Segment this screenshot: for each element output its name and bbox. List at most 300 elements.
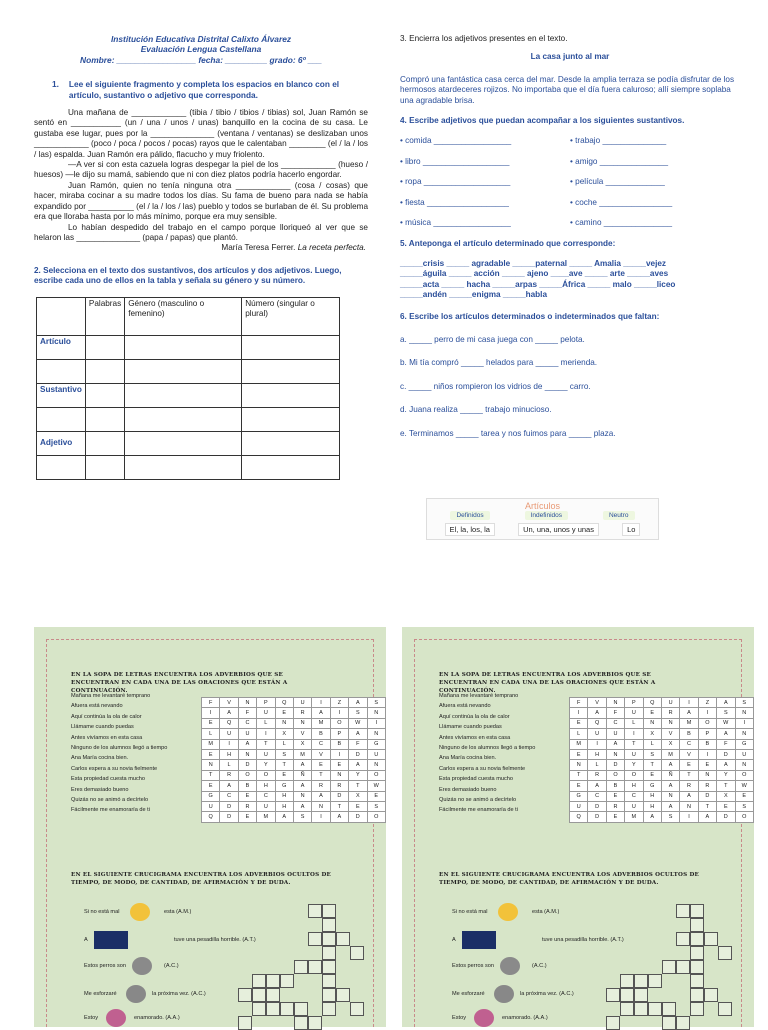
grid-letter[interactable]: I [330, 708, 348, 718]
grid-letter[interactable]: Z [330, 698, 348, 708]
crossword-cell[interactable] [322, 904, 336, 918]
grid-letter[interactable]: B [680, 729, 698, 739]
crossword-cell[interactable] [294, 960, 308, 974]
grid-letter[interactable]: Y [717, 770, 735, 780]
crossword-cell[interactable] [322, 974, 336, 988]
grid-letter[interactable]: H [643, 801, 661, 811]
grid-letter[interactable]: W [735, 781, 754, 791]
grid-letter[interactable]: A [643, 812, 661, 822]
grid-letter[interactable]: L [202, 729, 220, 739]
grid-letter[interactable]: X [661, 739, 679, 749]
grid-letter[interactable]: W [367, 781, 386, 791]
grid-letter[interactable]: T [625, 739, 643, 749]
grid-letter[interactable]: B [330, 739, 348, 749]
grid-letter[interactable]: R [680, 781, 698, 791]
grid-letter[interactable]: U [625, 801, 643, 811]
grid-letter[interactable]: B [238, 781, 256, 791]
grid-letter[interactable]: I [570, 708, 588, 718]
grid-letter[interactable]: S [661, 812, 679, 822]
grid-letter[interactable]: A [680, 708, 698, 718]
grid-letter[interactable]: O [698, 718, 716, 728]
grid-letter[interactable]: M [257, 812, 275, 822]
grid-letter[interactable]: B [606, 781, 624, 791]
crossword-cell[interactable] [322, 932, 336, 946]
grid-letter[interactable]: L [257, 718, 275, 728]
grid-letter[interactable]: C [625, 791, 643, 801]
crossword-cell[interactable] [676, 932, 690, 946]
grid-letter[interactable]: A [698, 812, 716, 822]
grid-letter[interactable]: N [293, 791, 311, 801]
sentence: Eres demasiado bueno [71, 786, 129, 793]
grid-letter[interactable]: U [202, 801, 220, 811]
grid-letter[interactable]: W [717, 718, 735, 728]
crossword-cell[interactable] [634, 1002, 648, 1016]
crossword-cell[interactable] [690, 946, 704, 960]
grid-letter[interactable]: N [367, 708, 386, 718]
crossword-cell[interactable] [280, 1002, 294, 1016]
grid-letter[interactable]: C [606, 718, 624, 728]
grid-letter[interactable]: A [220, 781, 238, 791]
grid-letter[interactable]: U [257, 749, 275, 759]
grid-letter[interactable]: X [293, 739, 311, 749]
grid-letter[interactable]: E [238, 791, 256, 801]
grid-letter[interactable]: D [606, 760, 624, 770]
grid-letter[interactable]: T [349, 781, 367, 791]
grid-letter[interactable]: I [330, 749, 348, 759]
grid-letter[interactable]: I [257, 729, 275, 739]
grid-letter[interactable]: S [735, 801, 754, 811]
grid-letter[interactable]: M [680, 718, 698, 728]
grid-letter[interactable]: E [367, 791, 386, 801]
grid-letter[interactable]: X [717, 791, 735, 801]
crossword-cell[interactable] [336, 932, 350, 946]
grid-letter[interactable]: F [717, 739, 735, 749]
grid-letter[interactable]: U [238, 729, 256, 739]
grid-letter[interactable]: U [220, 729, 238, 739]
crossword-cell[interactable] [322, 960, 336, 974]
grid-letter[interactable]: C [312, 739, 330, 749]
grid-letter[interactable]: Y [257, 760, 275, 770]
grid-letter[interactable]: N [367, 729, 386, 739]
grid-letter[interactable]: V [661, 729, 679, 739]
grid-letter[interactable]: T [717, 781, 735, 791]
grid-letter[interactable]: L [275, 739, 293, 749]
grid-letter[interactable]: S [717, 708, 735, 718]
grid-letter[interactable]: T [312, 770, 330, 780]
grid-letter[interactable]: P [330, 729, 348, 739]
grid-letter[interactable]: H [588, 749, 606, 759]
crossword-cell[interactable] [238, 988, 252, 1002]
grid-letter[interactable]: A [717, 729, 735, 739]
grid-letter[interactable]: D [717, 749, 735, 759]
grid-letter[interactable]: E [717, 801, 735, 811]
grid-letter[interactable]: X [349, 791, 367, 801]
grid-letter[interactable]: C [588, 791, 606, 801]
crossword-cell[interactable] [690, 932, 704, 946]
grid-letter[interactable]: A [717, 760, 735, 770]
grid-letter[interactable]: Ñ [661, 770, 679, 780]
grid-letter[interactable]: S [275, 749, 293, 759]
grid-letter[interactable]: H [625, 781, 643, 791]
grid-letter[interactable]: E [202, 749, 220, 759]
crossword-cell[interactable] [690, 904, 704, 918]
grid-letter[interactable]: T [643, 760, 661, 770]
grid-letter[interactable]: R [220, 770, 238, 780]
grid-letter[interactable]: G [367, 739, 386, 749]
grid-letter[interactable]: S [367, 801, 386, 811]
crossword-cell[interactable] [690, 918, 704, 932]
crossword-cell[interactable] [322, 988, 336, 1002]
grid-letter[interactable]: I [698, 749, 716, 759]
grid-letter[interactable]: Q [202, 812, 220, 822]
grid-letter[interactable]: A [717, 698, 735, 708]
grid-letter[interactable]: H [257, 781, 275, 791]
grid-letter[interactable]: B [312, 729, 330, 739]
grid-letter[interactable]: A [220, 708, 238, 718]
grid-letter[interactable]: A [661, 781, 679, 791]
grid-letter[interactable]: X [643, 729, 661, 739]
crossword-cell[interactable] [676, 960, 690, 974]
crossword-cell[interactable] [718, 1002, 732, 1016]
grid-letter[interactable]: I [220, 739, 238, 749]
grid-letter[interactable]: N [606, 749, 624, 759]
grid-letter[interactable]: O [367, 770, 386, 780]
grid-letter[interactable]: S [643, 749, 661, 759]
grid-letter[interactable]: F [349, 739, 367, 749]
grid-letter[interactable]: D [588, 801, 606, 811]
grid-letter[interactable]: N [661, 718, 679, 728]
grid-letter[interactable]: E [698, 760, 716, 770]
crossword-cell[interactable] [308, 960, 322, 974]
grid-letter[interactable]: T [202, 770, 220, 780]
grid-letter[interactable]: Y [349, 770, 367, 780]
crossword-cell[interactable] [350, 1002, 364, 1016]
grid-letter[interactable]: I [367, 718, 386, 728]
grid-letter[interactable]: B [698, 739, 716, 749]
crossword-cell[interactable] [690, 988, 704, 1002]
grid-letter[interactable]: Q [570, 812, 588, 822]
grid-letter[interactable]: A [330, 812, 348, 822]
crossword-cell[interactable] [648, 974, 662, 988]
grid-letter[interactable]: C [257, 791, 275, 801]
grid-letter[interactable]: L [643, 739, 661, 749]
grid-letter[interactable]: E [330, 760, 348, 770]
grid-letter[interactable]: Q [220, 718, 238, 728]
grid-letter[interactable]: P [257, 698, 275, 708]
grid-letter[interactable]: E [349, 801, 367, 811]
grid-letter[interactable]: N [570, 760, 588, 770]
grid-letter[interactable]: E [606, 812, 624, 822]
crossword-cell[interactable] [266, 1002, 280, 1016]
q1-instruction: 1. Lee el siguiente fragmento y completa los espacios en blanco con el artículo, sustantivo o adjetivo que corresponda. [52, 79, 340, 100]
grid-letter[interactable]: M [570, 739, 588, 749]
grid-letter[interactable]: E [643, 708, 661, 718]
grid-letter[interactable]: N [680, 801, 698, 811]
grid-letter[interactable]: E [238, 812, 256, 822]
crossword-cell[interactable] [252, 974, 266, 988]
grid-letter[interactable]: O [606, 770, 624, 780]
grid-letter[interactable]: D [588, 812, 606, 822]
grid-letter[interactable]: T [680, 770, 698, 780]
crossword-cell[interactable] [322, 1002, 336, 1016]
grid-letter[interactable]: M [202, 739, 220, 749]
grid-letter[interactable]: E [202, 781, 220, 791]
grid-letter[interactable]: A [293, 760, 311, 770]
grid-letter[interactable]: P [625, 698, 643, 708]
grid-letter[interactable]: T [257, 739, 275, 749]
grid-letter[interactable]: G [275, 781, 293, 791]
crossword-cell[interactable] [308, 1016, 322, 1030]
crossword-cell[interactable] [322, 946, 336, 960]
grid-letter[interactable]: E [570, 749, 588, 759]
grid-letter[interactable]: I [588, 739, 606, 749]
grid-letter[interactable]: M [312, 718, 330, 728]
grid-letter[interactable]: N [735, 708, 754, 718]
grid-letter[interactable]: N [606, 698, 624, 708]
grid-letter[interactable]: L [570, 729, 588, 739]
grid-letter[interactable]: N [661, 791, 679, 801]
crossword-cell[interactable] [308, 904, 322, 918]
grid-letter[interactable]: H [643, 791, 661, 801]
grid-letter[interactable]: A [680, 791, 698, 801]
grid-letter[interactable]: R [330, 781, 348, 791]
grid-letter[interactable]: N [698, 770, 716, 780]
grid-letter[interactable]: C [238, 718, 256, 728]
crossword-cell[interactable] [676, 1016, 690, 1030]
grid-letter[interactable]: M [661, 749, 679, 759]
grid-letter[interactable]: H [275, 791, 293, 801]
grid-letter[interactable]: E [570, 718, 588, 728]
grid-letter[interactable]: L [588, 760, 606, 770]
grid-letter[interactable]: O [735, 770, 754, 780]
grid-letter[interactable]: I [202, 708, 220, 718]
grid-letter[interactable]: N [202, 760, 220, 770]
grid-letter[interactable]: A [312, 708, 330, 718]
grid-letter[interactable]: R [238, 801, 256, 811]
grid-letter[interactable]: A [349, 698, 367, 708]
grid-letter[interactable]: I [312, 698, 330, 708]
grid-letter[interactable]: T [275, 760, 293, 770]
grid-letter[interactable]: W [349, 718, 367, 728]
grid-letter[interactable]: H [220, 749, 238, 759]
grid-letter[interactable]: N [735, 729, 754, 739]
grid-letter[interactable]: F [606, 708, 624, 718]
grid-letter[interactable]: R [293, 708, 311, 718]
grid-letter[interactable]: D [220, 812, 238, 822]
grid-letter[interactable]: D [349, 812, 367, 822]
grid-letter[interactable]: C [220, 791, 238, 801]
grid-letter[interactable]: A [312, 791, 330, 801]
grid-letter[interactable]: R [588, 770, 606, 780]
grid-letter[interactable]: H [275, 801, 293, 811]
crossword-cell[interactable] [266, 988, 280, 1002]
grid-letter[interactable]: A [238, 739, 256, 749]
grid-letter[interactable]: F [238, 708, 256, 718]
grid-letter[interactable]: D [717, 812, 735, 822]
grid-letter[interactable]: S [735, 698, 754, 708]
grid-letter[interactable]: E [202, 718, 220, 728]
crossword-cell[interactable] [620, 974, 634, 988]
crossword-cell[interactable] [620, 988, 634, 1002]
crossword-cell[interactable] [238, 1016, 252, 1030]
crossword-cell[interactable] [280, 974, 294, 988]
grid-letter[interactable]: Q [643, 698, 661, 708]
grid-letter[interactable]: U [588, 729, 606, 739]
grid-letter[interactable]: E [680, 760, 698, 770]
crossword-cell[interactable] [662, 1016, 676, 1030]
grid-letter[interactable]: G [202, 791, 220, 801]
grid-letter[interactable]: N [238, 749, 256, 759]
grid-letter[interactable]: N [367, 760, 386, 770]
grid-letter[interactable]: A [661, 801, 679, 811]
crossword-cell[interactable] [252, 988, 266, 1002]
crossword-cell[interactable] [648, 1002, 662, 1016]
grid-letter[interactable]: A [588, 708, 606, 718]
grid-letter[interactable]: V [680, 749, 698, 759]
grid-letter[interactable]: R [606, 801, 624, 811]
grid-letter[interactable]: L [625, 718, 643, 728]
grid-letter[interactable]: P [698, 729, 716, 739]
grid-letter[interactable]: R [661, 708, 679, 718]
grid-letter[interactable]: S [293, 812, 311, 822]
grid-letter[interactable]: O [625, 770, 643, 780]
crossword-cell[interactable] [704, 988, 718, 1002]
grid-letter[interactable]: Ñ [293, 770, 311, 780]
grid-letter[interactable]: U [257, 708, 275, 718]
grid-letter[interactable]: A [349, 729, 367, 739]
grid-letter[interactable]: M [625, 812, 643, 822]
grid-letter[interactable]: R [312, 781, 330, 791]
grid-letter[interactable]: U [257, 801, 275, 811]
grid-letter[interactable]: Y [625, 760, 643, 770]
crossword-cell[interactable] [606, 988, 620, 1002]
crossword-cell[interactable] [620, 1002, 634, 1016]
grid-letter[interactable]: U [606, 729, 624, 739]
grid-letter[interactable]: M [293, 749, 311, 759]
grid-letter[interactable]: U [735, 749, 754, 759]
grid-letter[interactable]: V [220, 698, 238, 708]
grid-letter[interactable]: D [698, 791, 716, 801]
crossword-cell[interactable] [266, 974, 280, 988]
grid-letter[interactable]: D [220, 801, 238, 811]
grid-letter[interactable]: V [312, 749, 330, 759]
grid-letter[interactable]: N [330, 770, 348, 780]
crossword-cell[interactable] [690, 1002, 704, 1016]
crossword-cell[interactable] [676, 904, 690, 918]
crossword-cell[interactable] [336, 988, 350, 1002]
crossword-cell[interactable] [690, 960, 704, 974]
grid-letter[interactable]: O [238, 770, 256, 780]
grid-letter[interactable]: I [680, 812, 698, 822]
grid-letter[interactable]: E [570, 781, 588, 791]
grid-letter[interactable]: E [643, 770, 661, 780]
crossword-cell[interactable] [294, 1002, 308, 1016]
grid-letter[interactable]: X [275, 729, 293, 739]
grid-letter[interactable]: G [643, 781, 661, 791]
crossword-cell[interactable] [718, 946, 732, 960]
grid-letter[interactable]: U [625, 708, 643, 718]
crossword-cell[interactable] [294, 1016, 308, 1030]
grid-letter[interactable]: O [330, 718, 348, 728]
grid-letter[interactable]: V [588, 698, 606, 708]
grid-letter[interactable]: A [349, 760, 367, 770]
grid-letter[interactable]: I [312, 812, 330, 822]
crossword-cell[interactable] [662, 1002, 676, 1016]
grid-letter[interactable]: D [330, 791, 348, 801]
grid-letter[interactable]: I [698, 708, 716, 718]
grid-letter[interactable]: T [698, 801, 716, 811]
grid-letter[interactable]: Q [588, 718, 606, 728]
grid-letter[interactable]: V [293, 729, 311, 739]
grid-letter[interactable]: A [275, 812, 293, 822]
grid-letter[interactable]: I [680, 698, 698, 708]
grid-letter[interactable]: S [349, 708, 367, 718]
grid-letter[interactable]: G [735, 739, 754, 749]
grid-letter[interactable]: N [735, 760, 754, 770]
grid-letter[interactable]: A [588, 781, 606, 791]
grid-letter[interactable]: T [570, 770, 588, 780]
grid-letter[interactable]: I [625, 729, 643, 739]
grid-letter[interactable]: U [625, 749, 643, 759]
grid-letter[interactable]: G [570, 791, 588, 801]
grid-letter[interactable]: E [275, 708, 293, 718]
grid-letter[interactable]: D [238, 760, 256, 770]
grid-letter[interactable]: C [680, 739, 698, 749]
grid-letter[interactable]: S [367, 698, 386, 708]
grid-letter[interactable]: A [293, 781, 311, 791]
grid-letter[interactable]: U [661, 698, 679, 708]
crossword-cell[interactable] [634, 988, 648, 1002]
grid-letter[interactable]: U [367, 749, 386, 759]
crossword-cell[interactable] [350, 946, 364, 960]
grid-letter[interactable]: N [293, 718, 311, 728]
grid-letter[interactable]: O [257, 770, 275, 780]
grid-letter[interactable]: O [367, 812, 386, 822]
crossword-cell[interactable] [704, 932, 718, 946]
grid-letter[interactable]: T [330, 801, 348, 811]
grid-letter[interactable]: L [220, 760, 238, 770]
grid-letter[interactable]: R [698, 781, 716, 791]
crossword-cell[interactable] [322, 918, 336, 932]
grid-letter[interactable]: A [293, 801, 311, 811]
grid-letter[interactable]: E [275, 770, 293, 780]
crossword-cell[interactable] [662, 960, 676, 974]
grid-letter[interactable]: A [606, 739, 624, 749]
grid-letter[interactable]: N [238, 698, 256, 708]
grid-letter[interactable]: F [570, 698, 588, 708]
grid-letter[interactable]: E [606, 791, 624, 801]
crossword-cell[interactable] [308, 932, 322, 946]
grid-letter[interactable]: D [349, 749, 367, 759]
grid-letter[interactable]: A [661, 760, 679, 770]
grid-letter[interactable]: E [735, 791, 754, 801]
grid-letter[interactable]: N [275, 718, 293, 728]
grid-letter[interactable]: O [735, 812, 754, 822]
grid-letter[interactable]: Z [698, 698, 716, 708]
crossword-cell[interactable] [252, 1002, 266, 1016]
grid-letter[interactable]: U [293, 698, 311, 708]
grid-letter[interactable]: N [312, 801, 330, 811]
grid-letter[interactable]: F [202, 698, 220, 708]
crossword-cell[interactable] [634, 974, 648, 988]
grid-letter[interactable]: I [735, 718, 754, 728]
grid-letter[interactable]: U [570, 801, 588, 811]
grid-letter[interactable]: N [643, 718, 661, 728]
grid-letter[interactable]: E [312, 760, 330, 770]
grid-letter[interactable]: Q [275, 698, 293, 708]
crossword-cell[interactable] [606, 1016, 620, 1030]
crossword-cell[interactable] [690, 974, 704, 988]
